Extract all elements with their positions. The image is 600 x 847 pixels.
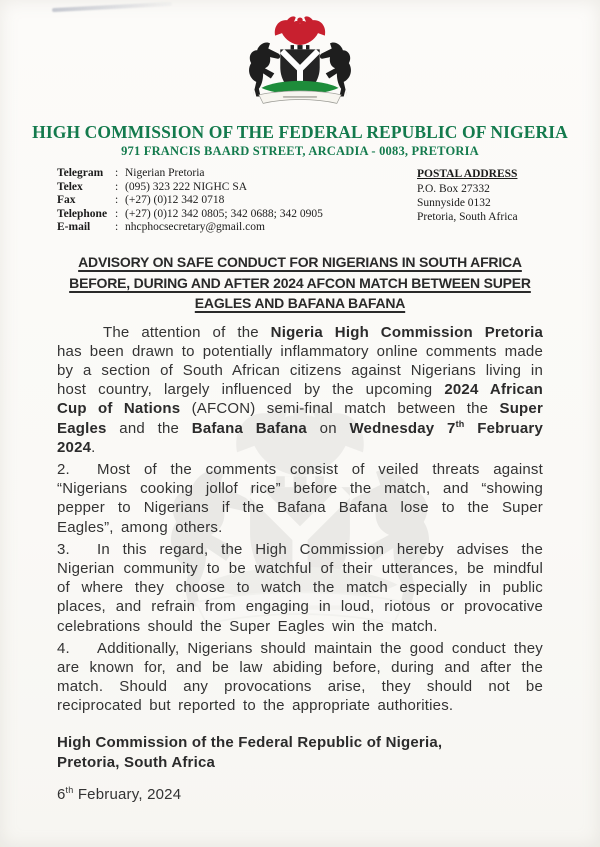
letterhead-info-row (57, 167, 545, 235)
contact-value: (+27) (0)12 342 0718 (125, 194, 225, 206)
text-segment: Super Eagles (57, 400, 543, 437)
text-segment: February, 2024 (73, 785, 182, 803)
subject-line-row (0, 252, 600, 273)
scan-artifact (52, 2, 172, 12)
subject-line: BEFORE, DURING AND AFTER 2024 AFCON MATCH BETWEEN SUPER (69, 274, 531, 291)
letterhead-title: HIGH COMMISSION OF THE FEDERAL REPUBLIC OF NIGERIA (32, 122, 568, 142)
text-segment: 2024 African Cup of Nations (57, 381, 544, 418)
contact-colon: : (115, 167, 119, 179)
contact-colon: : (115, 221, 119, 233)
contact-label: Telegram (57, 167, 104, 179)
contact-colon: : (115, 180, 119, 193)
postal-line: P.O. Box 27332 (417, 183, 490, 195)
text-segment: (AFCON) semi-final match between the (180, 400, 500, 418)
body-paragraph (57, 639, 543, 716)
contact-value: nhcphocsecretary@gmail.com (125, 221, 265, 233)
paragraph-number: 2. (57, 460, 70, 478)
body-paragraph (57, 323, 543, 457)
contact-label: Fax (57, 194, 76, 206)
text-segment: Most of the comments consist of veiled threats against “Nigerians cooking jollof rice” before the match, and “showing pepper to Nigerians if the Bafana Bafana lose to the Super Eagles”, among others. (57, 460, 543, 536)
subject-line: ADVISORY ON SAFE CONDUCT FOR NIGERIANS IN SOUTH AFRICA (78, 254, 522, 270)
text-segment: . (91, 438, 96, 456)
subject-line-row (0, 293, 600, 314)
text-segment: In this regard, the High Commission hereby advises the Nigerian community to be watchful of their utterances, be mindful of where they choose to watch the match especially in public places, and refrain from engaging in loud, riotous or provocative celebrations should the Super Eagles win the match. (57, 540, 543, 635)
postal-line: Pretoria, South Africa (417, 211, 518, 223)
text-segment: Wednesday 7 (349, 419, 456, 437)
postal-line: Sunnyside 0132 (417, 197, 491, 209)
postal-heading: POSTAL ADDRESS (417, 168, 518, 180)
contact-colon: : (115, 194, 119, 206)
contact-label: Telephone (57, 207, 108, 220)
contact-label: Telex (57, 180, 83, 193)
text-segment: and the (106, 419, 192, 437)
text-segment: Bafana Bafana (191, 419, 307, 437)
text-segment: Additionally, Nigerians should maintain the good conduct they are known for, and be law abiding before, during and after the match. Should any provocations arise, they should not be reciprocated but reported to the appropriate authorities. (57, 639, 543, 715)
coat-of-arms-icon (240, 14, 360, 119)
contact-value: (+27) (0)12 342 0805; 342 0688; 342 0905 (125, 207, 323, 220)
subject-heading (0, 252, 600, 314)
paragraph-number: 3. (57, 540, 70, 558)
date-line (57, 786, 543, 803)
letter-body (57, 323, 543, 716)
contact-label: E-mail (57, 221, 91, 233)
body-paragraph (57, 540, 543, 636)
contact-colon: : (115, 207, 119, 220)
contact-value: Nigerian Pretoria (125, 167, 205, 179)
text-segment: th (455, 418, 465, 429)
paragraph-number: 4. (57, 639, 70, 657)
subject-line-row (0, 273, 600, 294)
contact-value: (095) 323 222 NIGHC SA (125, 180, 248, 193)
signature-line: High Commission of the Federal Republic of Nigeria, (57, 733, 443, 751)
text-segment: has been drawn to potentially inflammatory online comments made by a section of South African citizens against Nigerians living in host country, largely influenced by the upcoming (57, 342, 543, 399)
text-segment: 6 (57, 785, 66, 803)
postal-lines (417, 182, 545, 224)
text-segment: February 2024 (57, 419, 543, 456)
text-segment: on (306, 419, 350, 437)
letterhead-address: 971 FRANCIS BAARD STREET, ARCADIA - 0083, PRETORIA (121, 144, 479, 158)
subject-line: EAGLES AND BAFANA BAFANA (194, 295, 406, 311)
text-segment: th (65, 784, 74, 795)
signature-block (57, 733, 543, 773)
text-segment: Nigeria High Commission Pretoria (270, 323, 543, 341)
text-segment: The attention of the (103, 323, 271, 341)
eagle-icon (275, 16, 325, 45)
postal-address-block (417, 167, 545, 224)
signature-line: Pretoria, South Africa (57, 753, 216, 771)
body-paragraph (57, 460, 543, 537)
